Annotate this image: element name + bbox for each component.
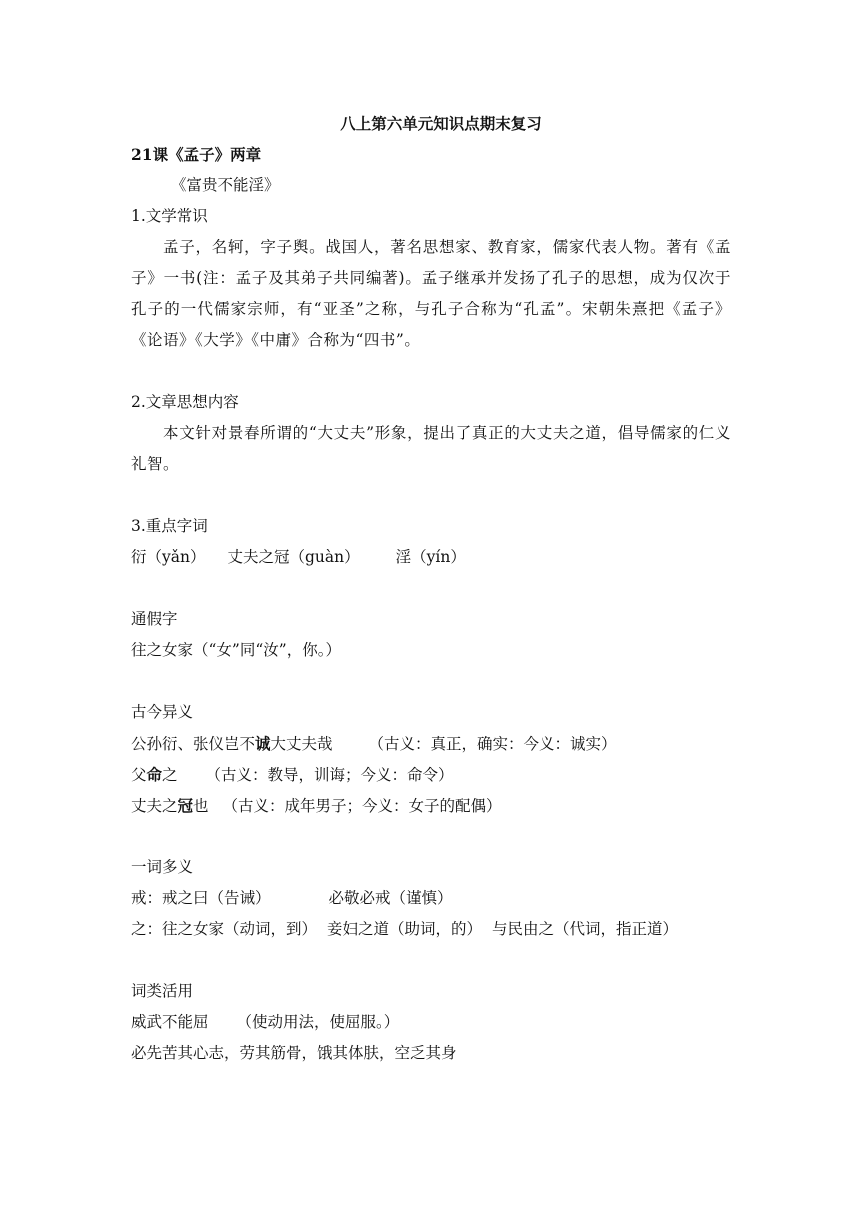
huoyong-item: 威武不能屈 [131,1013,209,1031]
keywords-row [131,542,731,573]
huoyong-note: （使动用法，使屈服。） [236,1013,400,1031]
keywords-heading: 3.重点字词 [131,517,208,535]
spacer [131,573,731,604]
keyword-item: 淫（yín） [395,548,466,566]
gujin-row [131,728,731,759]
theme-heading: 2.文章思想内容 [131,393,239,411]
duoyi-item: 之：往之女家（动词，到） [131,920,318,938]
duoyi-row [131,883,731,914]
huoyong-heading: 词类活用 [131,982,194,1000]
duoyi-item: 必敬必戒（谨慎） [328,889,453,907]
spacer [131,356,731,387]
literature-body: 孟子，名轲，字子舆。战国人，著名思想家、教育家，儒家代表人物。著有《孟子》一书(注：孟子及其弟子共同编著)。孟子继承并发扬了孔子的思想，成为仅次于孔子的一代儒家宗师，有“亚圣”之称，与孔子合称为“孔孟”。宋朝朱熹把《孟子》《论语》《大学》《中庸》合称为“四书”。 [131,238,731,349]
gujin-phrase: 父 [131,766,147,784]
gujin-row [131,759,731,790]
gujin-keyword: 冠 [177,796,194,815]
gujin-note: （古义：成年男子；今义：女子的配偶） [222,797,502,815]
duoyi-item: 妾妇之道（助词，的） [327,920,483,938]
gujin-phrase: 大丈夫哉 [270,735,333,753]
theme-body: 本文针对景春所谓的“大丈夫”形象，提出了真正的大丈夫之道，倡导儒家的仁义礼智。 [131,424,731,473]
gujin-note: （古义：教导，训诲；今义：命令） [205,766,454,784]
gujin-phrase: 也 [193,797,209,815]
gujin-keyword: 命 [146,765,163,784]
gujin-row [131,790,731,821]
duoyi-row [131,914,731,945]
text-subtitle: 《富贵不能淫》 [171,176,280,194]
spacer [131,480,731,511]
tongjia-item: 往之女家（“女”同“汝”，你。） [131,641,341,659]
document-title: 八上第六单元知识点期末复习 [340,114,542,133]
spacer [131,821,731,852]
duoyi-heading: 一词多义 [131,858,194,876]
duoyi-item: 与民由之（代词，指正道） [492,920,679,938]
literature-heading: 1.文学常识 [131,207,208,225]
gujin-keyword: 诚 [255,734,271,753]
gujin-heading: 古今异义 [131,703,194,721]
keyword-item: 丈夫之冠（guàn） [227,548,360,566]
gujin-note: （古义：真正，确实：今义：诚实） [368,735,617,753]
huoyong-row [131,1007,731,1038]
keyword-item: 衍（yǎn） [131,548,206,566]
spacer [131,666,731,697]
gujin-phrase: 丈夫之 [131,797,178,815]
gujin-phrase: 之 [162,766,178,784]
gujin-phrase: 公孙衍、张仪岂不 [131,735,256,753]
huoyong-row: 必先苦其心志，劳其筋骨，饿其体肤，空乏其身 [131,1044,457,1062]
tongjia-heading: 通假字 [131,610,178,628]
lesson-heading: 21课《孟子》两章 [131,145,262,164]
duoyi-item: 戒：戒之曰（告诫） [131,889,271,907]
document-page [131,108,731,1069]
spacer [131,945,731,976]
